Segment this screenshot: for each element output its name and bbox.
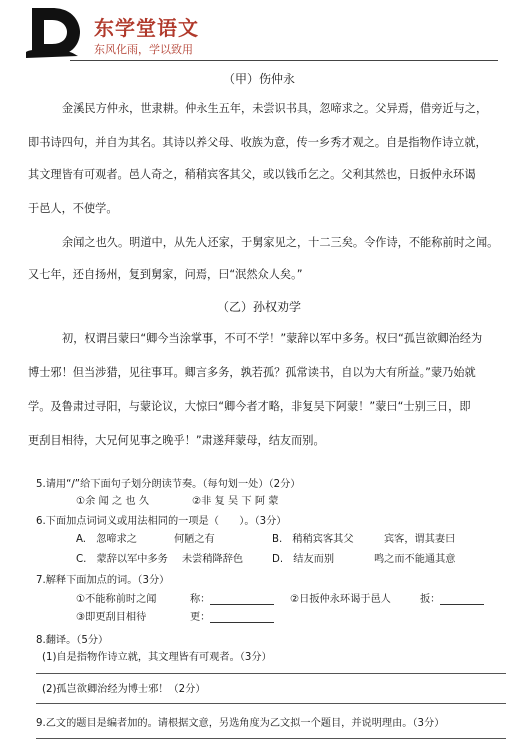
question-6-option-a-pair: 何陋之有 <box>174 534 215 545</box>
question-7-item: ②日扳仲永环谒于邑人 <box>290 594 391 605</box>
question-7-word-label: 称： <box>190 594 211 605</box>
passage-a-line: 又七年，还自扬州，复到舅家，问焉，曰“泯然众人矣。” <box>28 268 303 281</box>
question-7-item: ①不能称前时之闻 <box>76 594 157 605</box>
passage-a-line: 即书诗四句，并自为其名。其诗以养父母、收族为意，传一乡秀才观之。自是指物作诗立就， <box>28 136 487 149</box>
question-6-option-b: B. 稍稍宾客其父 <box>272 534 354 545</box>
question-5-item: ①余 闻 之 也 久 <box>76 496 150 507</box>
question-7-word <box>420 590 484 605</box>
brand-logo-icon <box>22 6 82 58</box>
answer-blank[interactable] <box>210 592 274 605</box>
question-7-word <box>190 608 274 623</box>
question-7-stem: 7.解释下面加点的词。（3分） <box>36 575 170 586</box>
question-6-stem: 6.下面加点词词义或用法相同的一项是（ ）。（3分） <box>36 516 287 527</box>
brand-title: 东学堂语文 <box>94 16 199 40</box>
header-divider <box>70 60 498 61</box>
question-6-option-c: C. 蒙辞以军中多务 <box>76 554 168 565</box>
question-7-item: ③即更刮目相待 <box>76 612 147 623</box>
question-7-word <box>190 590 274 605</box>
passage-b-line: 初，权谓吕蒙曰“卿今当涂掌事，不可不学！”蒙辞以军中多务。权曰“孤岂欲卿治经为 <box>62 332 483 345</box>
question-7-word-label: 更： <box>190 612 211 623</box>
question-8-item: (2)孤岂欲卿治经为博士邪！（2分） <box>42 684 206 695</box>
passage-b-line: 学。及鲁肃过寻阳，与蒙论议，大惊曰“卿今者才略，非复吴下阿蒙！”蒙曰“士别三日，即 <box>28 400 471 413</box>
question-6-option-a: A. 忽啼求之 <box>76 534 137 545</box>
answer-blank[interactable] <box>210 610 274 623</box>
question-7-word-label: 扳： <box>420 594 441 605</box>
answer-line[interactable] <box>36 738 506 739</box>
question-8-item: (1)自是指物作诗立就，其文理皆有可观者。（3分） <box>42 652 272 663</box>
passage-a-line: 余闻之也久。明道中，从先人还家，于舅家见之，十二三矣。令作诗，不能称前时之闻。 <box>62 236 499 249</box>
answer-blank[interactable] <box>440 592 484 605</box>
question-6-option-b-pair: 宾客，谓其妻曰 <box>384 534 456 545</box>
question-6-option-c-pair: 未尝稍降辞色 <box>182 554 244 565</box>
passage-a-line: 其文理皆有可观者。邑人奇之，稍稍宾客其父，或以钱币乞之。父利其然也，日扳仲永环谒 <box>28 168 476 181</box>
question-8-stem: 8.翻译。（5分） <box>36 635 109 646</box>
question-6-option-d-pair: 鸣之而不能通其意 <box>374 554 456 565</box>
passage-b-title: （乙）孙权劝学 <box>216 300 301 314</box>
question-9-stem: 9.乙文的题目是编者加的。请根据文意，另选角度为乙文拟一个题目，并说明理由。（3分） <box>36 718 445 729</box>
answer-line[interactable] <box>36 673 506 674</box>
question-5-stem: 5.请用“/”给下面句子划分朗读节奏。（每句划一处）（2分） <box>36 479 301 490</box>
passage-b-line: 更刮目相待，大兄何见事之晚乎！”肃遂拜蒙母，结友而别。 <box>28 434 325 447</box>
passage-a-line: 于邑人，不使学。 <box>28 202 118 215</box>
question-5-item: ②非 复 吴 下 阿 蒙 <box>192 496 279 507</box>
passage-b-line: 博士邪！但当涉猎，见往事耳。卿言多务，孰若孤？孤常读书，自以为大有所益。”蒙乃始就 <box>28 366 476 379</box>
brand-header <box>22 6 502 58</box>
passage-a-title: （甲）伤仲永 <box>222 72 295 86</box>
answer-line[interactable] <box>36 703 506 704</box>
question-6-option-d: D. 结友而别 <box>272 554 335 565</box>
brand-slogan: 东风化雨，学以致用 <box>94 43 193 56</box>
passage-a-line: 金溪民方仲永，世隶耕。仲永生五年，未尝识书具，忽啼求之。父异焉，借旁近与之， <box>62 102 488 115</box>
